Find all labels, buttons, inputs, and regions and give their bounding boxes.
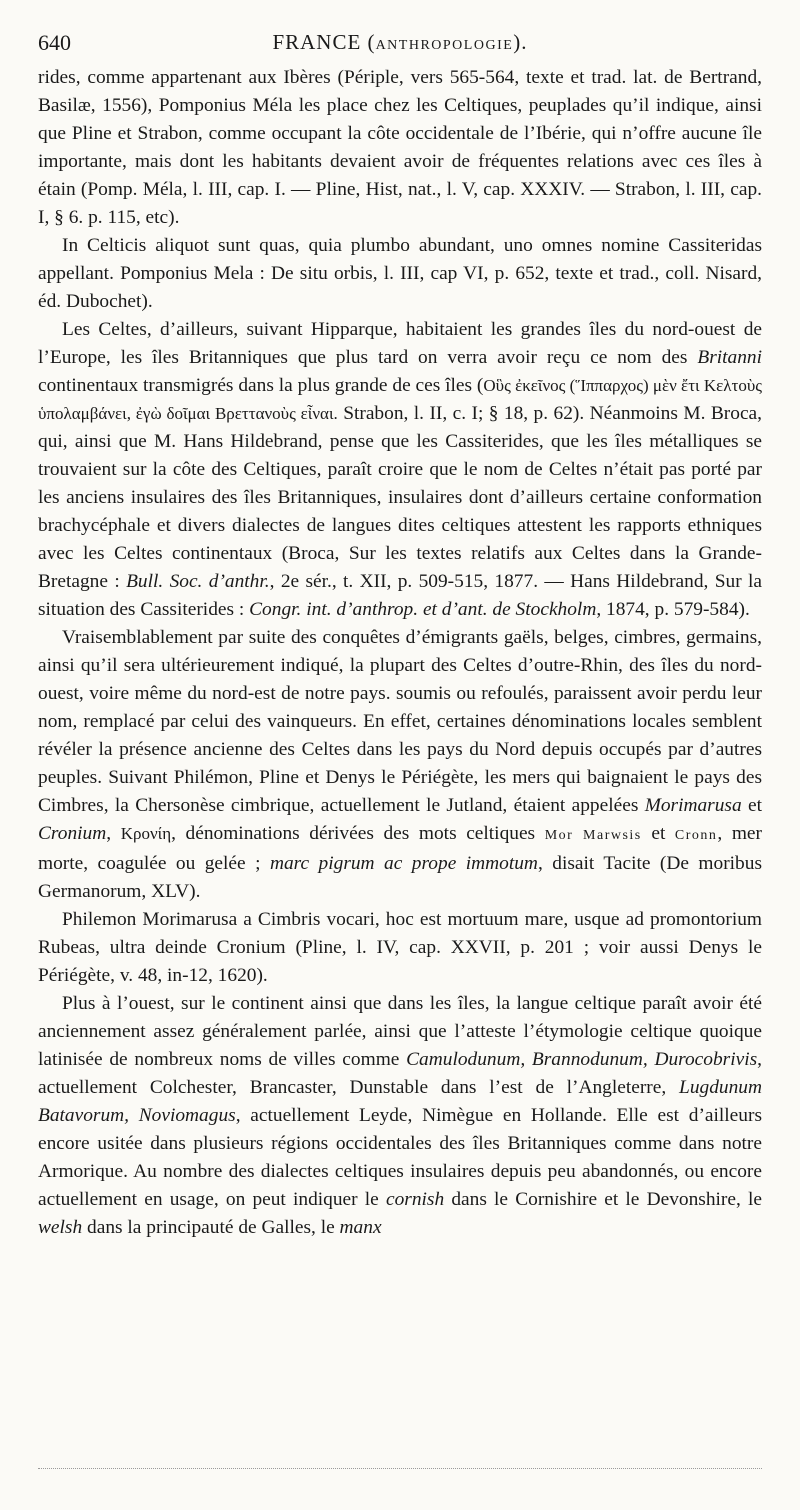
p3-text-5: , 1874, p. 579-584). — [596, 599, 750, 620]
paragraph-5: Philemon Morimarusa a Cimbris vocari, hoc est mortuum mare, usque ad promontorium Rubeas, ultra deinde Cronium (Pline, l. IV, cap. XXVII, p. 201 ; voir aussi Denys le Périégète, v. 48, in-12, 1620). — [38, 909, 762, 986]
p3-text-3: Strabon, l. II, c. I; § 18, p. 62). Néanmoins M. Broca, qui, ainsi que M. Hans Hildebrand, pense que les Cassiterides, que les îles métalliques se trouvaient sur la côte des Celtiques, paraît croire que le nom de Celtes n’était pas porté par les anciens insulaires des îles Britanniques, insulaires dont d’ailleurs certaine conformation brachycéphale et divers dialectes de langues dites celtiques attestent les rapports ethniques avec les Celtes continentaux (Broca, Sur les textes relatifs aux Celtes dans la Grande-Bretagne : — [38, 403, 762, 592]
paragraph-2: In Celticis aliquot sunt quas, quia plumbo abundant, uno omnes nomine Cassiteridas appellant. Pomponius Mela : De situ orbis, l. III, cap VI, p. 652, texte et trad., coll. Nisard, éd. Dubochet). — [38, 235, 762, 312]
p6-italic-cities-2: Lugdunum Batavorum, Noviomagus — [38, 1077, 762, 1126]
p4-italic-morimarusa: Morimarusa — [644, 795, 742, 816]
p3-text-2: continentaux transmigrés dans la plus grande de ces îles ( — [38, 375, 484, 396]
p6-text-5: dans la principauté de Galles, le — [82, 1217, 340, 1238]
p6-italic-cities-1: Camulodunum, Brannodunum, Durocobrivis — [406, 1049, 758, 1070]
p4-text-1: Vraisemblablement par suite des conquêtes d’émigrants gaëls, belges, cimbres, germains, ainsi qu’il sera ultérieurement indiqué, la plupart des Celtes d’outre-Rhin, des îles du nord-ouest, voire même du nord-est de notre pays. soumis ou refoulés, paraissent avoir perdu leur nom, remplacé par celui des vainqueurs. En effet, certaines dénominations locales semblent révéler la présence ancienne des Celtes dans les pays du Nord depuis occupés par d’autres peuples. Suivant Philémon, Pline et Denys le Périégète, les mers qui baignaient le pays des Cimbres, la Chersonèse cimbrique, actuellement le Jutland, étaient appelées — [38, 627, 762, 816]
running-head-subtitle: ANTHROPOLOGIE — [375, 38, 514, 53]
p3-italic-britanni: Britanni — [697, 347, 762, 368]
p6-italic-manx: manx — [339, 1217, 382, 1238]
footer-dotted-rule — [38, 1468, 762, 1469]
paragraph-3 — [38, 316, 762, 624]
p4-text-3: , — [106, 823, 121, 844]
p4-text-5: et — [641, 823, 675, 844]
paragraph-6 — [38, 990, 762, 1242]
p3-italic-bull: Bull. Soc. d’anthr. — [126, 571, 270, 592]
paragraph-1: rides, comme appartenant aux Ibères (Périple, vers 565-564, texte et trad. lat. de Bertrand, Basilæ, 1556), Pomponius Méla les place chez les Celtiques, peuplades qu’il indique, ainsi que Pline et Strabon, comme occupant la côte occidentale de l’Ibérie, qui n’offre aucune île importante, mais dont les habitants devaient avoir de fréquentes relations avec ces îles à étain (Pomp. Méla, l. III, cap. I. — Pline, Hist, nat., l. V, cap. XXXIV. — Strabon, l. III, cap. I, § 6. p. 115, etc). — [38, 67, 762, 228]
paragraph-4 — [38, 624, 762, 906]
p3-italic-congr: Congr. int. d’anthrop. et d’ant. de Stockholm — [249, 599, 597, 620]
p4-italic-tacitus-quote: marc pigrum ac prope immotum — [269, 853, 538, 874]
running-head-main: FRANCE ( — [272, 30, 376, 54]
running-head — [38, 30, 762, 55]
p4-smallcaps-cronn: Cronn — [674, 828, 718, 843]
p4-text-6: , mer morte, coagulée ou gelée ; — [38, 823, 762, 874]
page-number: 640 — [38, 30, 71, 55]
p6-text-1: Plus à l’ouest, sur le continent ainsi que dans les îles, la langue celtique paraît avoir été anciennement assez généralement parlée, ainsi que l’atteste l’étymologie celtique quoique latinisée de nombreux noms de villes comme — [38, 993, 762, 1070]
p6-italic-welsh: welsh — [38, 1217, 83, 1238]
p4-text-7: , disait Tacite (De moribus Germanorum, XLV). — [38, 853, 762, 902]
body-text — [38, 64, 762, 1242]
p4-text-4: , dénominations dérivées des mots celtiques — [171, 823, 545, 844]
p4-text-2: et — [741, 795, 762, 816]
p6-text-2: , actuellement Colchester, Brancaster, Dunstable dans l’est de l’Angleterre, — [38, 1049, 763, 1098]
p3-greek-quote: Οὓς ἐκεῖνος (Ἵππαρχος) μὲν ἔτι Κελτοὺς ὑπολαμβάνει, ἐγὼ δοῖμαι Βρεττανοὺς εἶναι. — [38, 376, 762, 423]
p4-smallcaps-mor-marwsis: Mor Marwsis — [544, 828, 642, 843]
p4-italic-cronium: Cronium — [38, 823, 107, 844]
p3-text-4: , 2e sér., t. XII, p. 509-515, 1877. — Hans Hildebrand, Sur la situation des Cassiterides : — [38, 571, 762, 620]
p6-text-3: , actuellement Leyde, Nimègue en Hollande. Elle est d’ailleurs encore usitée dans plusieurs régions occidentales des îles Britanniques comme dans notre Armorique. Au nombre des dialectes celtiques insulaires depuis peu abandonnés, ou encore actuellement en usage, on peut indiquer le — [38, 1105, 762, 1210]
running-head-end: ). — [513, 30, 528, 54]
p6-italic-cornish: cornish — [385, 1189, 445, 1210]
p6-text-4: dans le Cornishire et le Devonshire, le — [444, 1189, 762, 1210]
p3-text-1: Les Celtes, d’ailleurs, suivant Hipparque, habitaient les grandes îles du nord-ouest de l’Europe, les îles Britanniques que plus tard on verra avoir reçu ce nom des — [38, 319, 762, 368]
p4-greek-kronie: Κρονίη — [120, 824, 172, 843]
page-header — [38, 24, 762, 64]
